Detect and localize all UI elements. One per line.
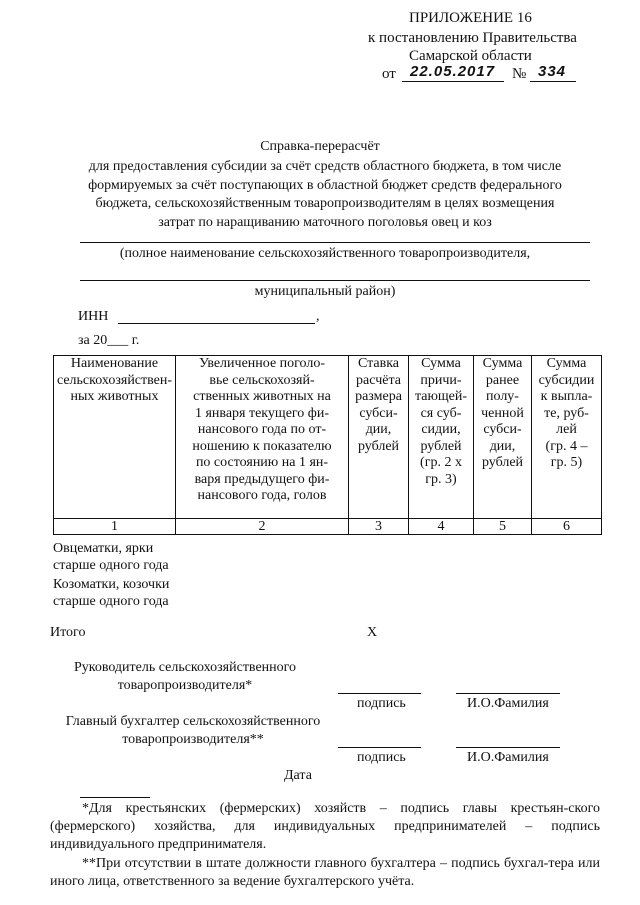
head-sign-caption: подпись (357, 696, 406, 711)
accountant-name-line (456, 747, 560, 748)
accountant-sign-caption: подпись (357, 750, 406, 765)
org-name-caption-2: муниципальный район) (254, 284, 396, 299)
org-name-line-2 (80, 280, 590, 281)
from-label: от (382, 66, 396, 82)
appendix-line2: Самарской области (409, 48, 532, 64)
column-number: 5 (474, 519, 532, 535)
head-sign-line (338, 693, 421, 694)
header-due-subsidy: Сумма причи- тающей- ся суб- сидии, рублей (гр. 2 х гр. 3) (409, 356, 474, 519)
inn-label: ИНН (78, 309, 109, 324)
header-livestock-increase: Увеличенное поголо- вье сельскохозяй- ственных животных на 1 января текущего фи- нансового года по от- ношению к показателю по состоянию на 1 ян- варя предыдущего фи- нансового года, голов (176, 356, 349, 519)
accountant-name-caption: И.О.Фамилия (467, 750, 549, 765)
inn-comma: , (316, 309, 320, 324)
accountant-signature-label: Главный бухгалтер сельскохозяйственного товаропроизводителя** (65, 714, 321, 747)
row-goats: Козоматки, козочки старше одного года (53, 577, 170, 609)
column-number: 2 (176, 519, 349, 535)
footnote-1: *Для крестьянских (фермерских) хозяйств – подпись главы крестьян-ского (фермерского) хозяйства, для индивидуальных предпринимателей – подпись индивидуального предпринимателя. (50, 801, 600, 852)
period-label: за 20___ г. (78, 333, 140, 348)
header-rate: Ставка расчёта размера субси- дии, рублей (349, 356, 409, 519)
column-number: 6 (532, 519, 602, 535)
header-animals: Наименование сельскохозяйствен- ных животных (54, 356, 176, 519)
accountant-sign-line (338, 747, 421, 748)
document-subtitle: для предоставления субсидии за счёт средств областного бюджета, в том числе формируемых за счёт поступающих в областной бюджет средств федерального бюджета, сельскохозяйственным товаропроизводителям в целях возмещения затрат по наращиванию маточного поголовья овец и коз (88, 159, 562, 230)
total-x-mark: Х (367, 625, 378, 640)
total-label: Итого (50, 625, 86, 640)
inn-field-line (118, 323, 315, 324)
head-name-caption: И.О.Фамилия (467, 696, 549, 711)
appendix-title: ПРИЛОЖЕНИЕ 16 (409, 10, 532, 26)
header-payable-subsidy: Сумма субсидии к выпла- те, руб- лей (гр. 4 – гр. 5) (532, 356, 602, 519)
org-name-caption-1: (полное наименование сельскохозяйственного товаропроизводителя, (119, 246, 531, 261)
column-number: 4 (409, 519, 474, 535)
column-number: 3 (349, 519, 409, 535)
head-name-line (456, 693, 560, 694)
table-number-row (54, 519, 602, 535)
row-sheep: Овцематки, ярки старше одного года (53, 541, 169, 573)
document-title: Справка-перерасчёт (260, 139, 380, 154)
subsidy-table (53, 355, 602, 535)
column-number: 1 (54, 519, 176, 535)
appendix-line1: к постановлению Правительства (368, 30, 577, 46)
footnote-2: **При отсутствии в штате должности главного бухгалтера – подпись бухгал-тера или иного лица, ответственного за ведение бухгалтерского учёта. (50, 856, 600, 889)
header-received-subsidy: Сумма ранее полу- ченной субси- дии, рублей (474, 356, 532, 519)
number-label: № (512, 66, 527, 82)
footnote-separator (80, 797, 150, 798)
head-signature-label: Руководитель сельскохозяйственного товаропроизводителя* (73, 660, 297, 693)
handwritten-date: 22.05.2017 (410, 63, 496, 80)
date-underline (402, 81, 504, 82)
number-underline (530, 81, 576, 82)
date-label: Дата (284, 768, 312, 783)
org-name-line-1 (80, 242, 590, 243)
handwritten-number: 334 (538, 63, 567, 80)
table-header-row (54, 356, 602, 519)
